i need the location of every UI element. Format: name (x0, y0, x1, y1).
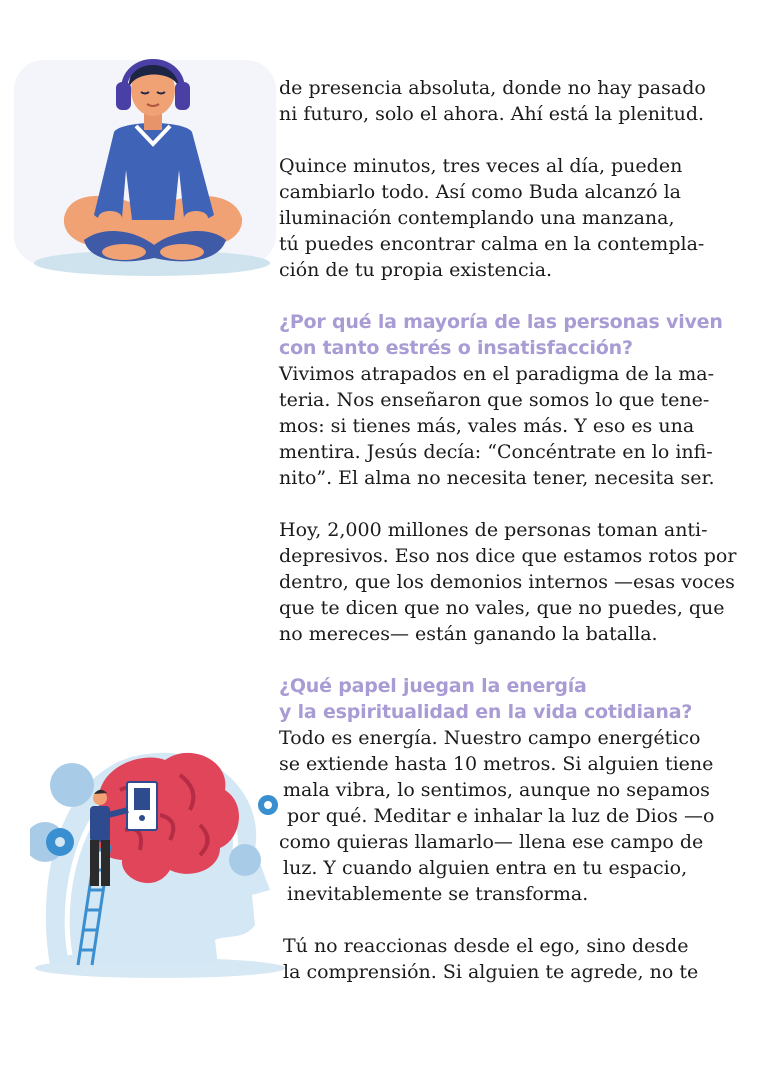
left-foot (102, 244, 146, 260)
paragraph-line: nito”. El alma no necesita tener, necesita ser. (279, 467, 715, 489)
paragraph-line: por qué. Meditar e inhalar la luz de Dios —o (287, 805, 715, 827)
paragraph-line: de presencia absoluta, donde no hay pasado (279, 77, 706, 99)
paragraph-line: ción de tu propia existencia. (279, 259, 553, 281)
paragraph-line: mentira. Jesús decía: “Concéntrate en lo infi- (279, 441, 713, 463)
paragraph-1 (279, 75, 729, 127)
paragraph-5 (279, 725, 729, 907)
heading-line: ¿Qué papel juegan la energía (279, 675, 587, 697)
paragraph-line: como quieras llamarlo— llena ese campo de (279, 831, 704, 853)
heading-line: ¿Por qué la mayoría de las personas viven (279, 311, 723, 333)
paragraph-line: la comprensión. Si alguien te agrede, no te (283, 961, 699, 983)
paragraph-line: dentro, que los demonios internos —esas voces (279, 571, 735, 593)
article-text-column (279, 75, 737, 985)
paragraph-line: teria. Nos enseñaron que somos lo que tene- (279, 389, 710, 411)
paragraph-line: depresivos. Eso nos dice que estamos rotos por (279, 545, 737, 567)
paragraph-line: no mereces— están ganando la batalla. (279, 623, 658, 645)
heading-line: con tanto estrés o insatisfacción? (279, 337, 633, 359)
paragraph-line: Quince minutos, tres veces al día, pueden (279, 155, 683, 177)
paragraph-line: mala vibra, lo sentimos, aunque no sepamos (283, 779, 710, 801)
left-hand (98, 211, 122, 225)
right-hand (184, 211, 208, 225)
paragraph-line: luz. Y cuando alguien entra en tu espacio, (283, 857, 688, 879)
brain-door-illustration (30, 730, 292, 982)
paragraph-line: inevitablemente se transforma. (287, 883, 589, 905)
paragraph-line: que te dicen que no vales, que no puedes, que (279, 597, 725, 619)
paragraph-6 (279, 933, 729, 985)
paragraph-line: Todo es energía. Nuestro campo energético (279, 727, 701, 749)
heading-line: y la espiritualidad en la vida cotidiana? (279, 701, 693, 723)
paragraph-line: mos: si tienes más, vales más. Y eso es una (279, 415, 695, 437)
paragraph-line: cambiarlo todo. Así como Buda alcanzó la (279, 181, 682, 203)
paragraph-line: Vivimos atrapados en el paradigma de la ma- (279, 363, 714, 385)
paragraph-line: iluminación contemplando una manzana, (279, 207, 675, 229)
paragraph-4 (279, 517, 737, 647)
section-heading-1 (279, 309, 729, 361)
paragraph-line: Tú no reaccionas desde el ego, sino desde (283, 935, 689, 957)
meditating-woman-illustration (14, 40, 276, 285)
door-window (134, 788, 150, 810)
door-knob (139, 815, 145, 821)
paragraph-2 (279, 153, 729, 283)
paragraph-line: ni futuro, solo el ahora. Ahí está la plenitud. (279, 103, 705, 125)
paragraph-line: tú puedes encontrar calma en la contempla- (279, 233, 705, 255)
paragraph-line: se extiende hasta 10 metros. Si alguien tiene (279, 753, 714, 775)
paragraph-3 (279, 361, 729, 491)
section-heading-2 (279, 673, 729, 725)
paragraph-line: Hoy, 2,000 millones de personas toman anti- (279, 519, 708, 541)
right-foot (160, 244, 204, 260)
